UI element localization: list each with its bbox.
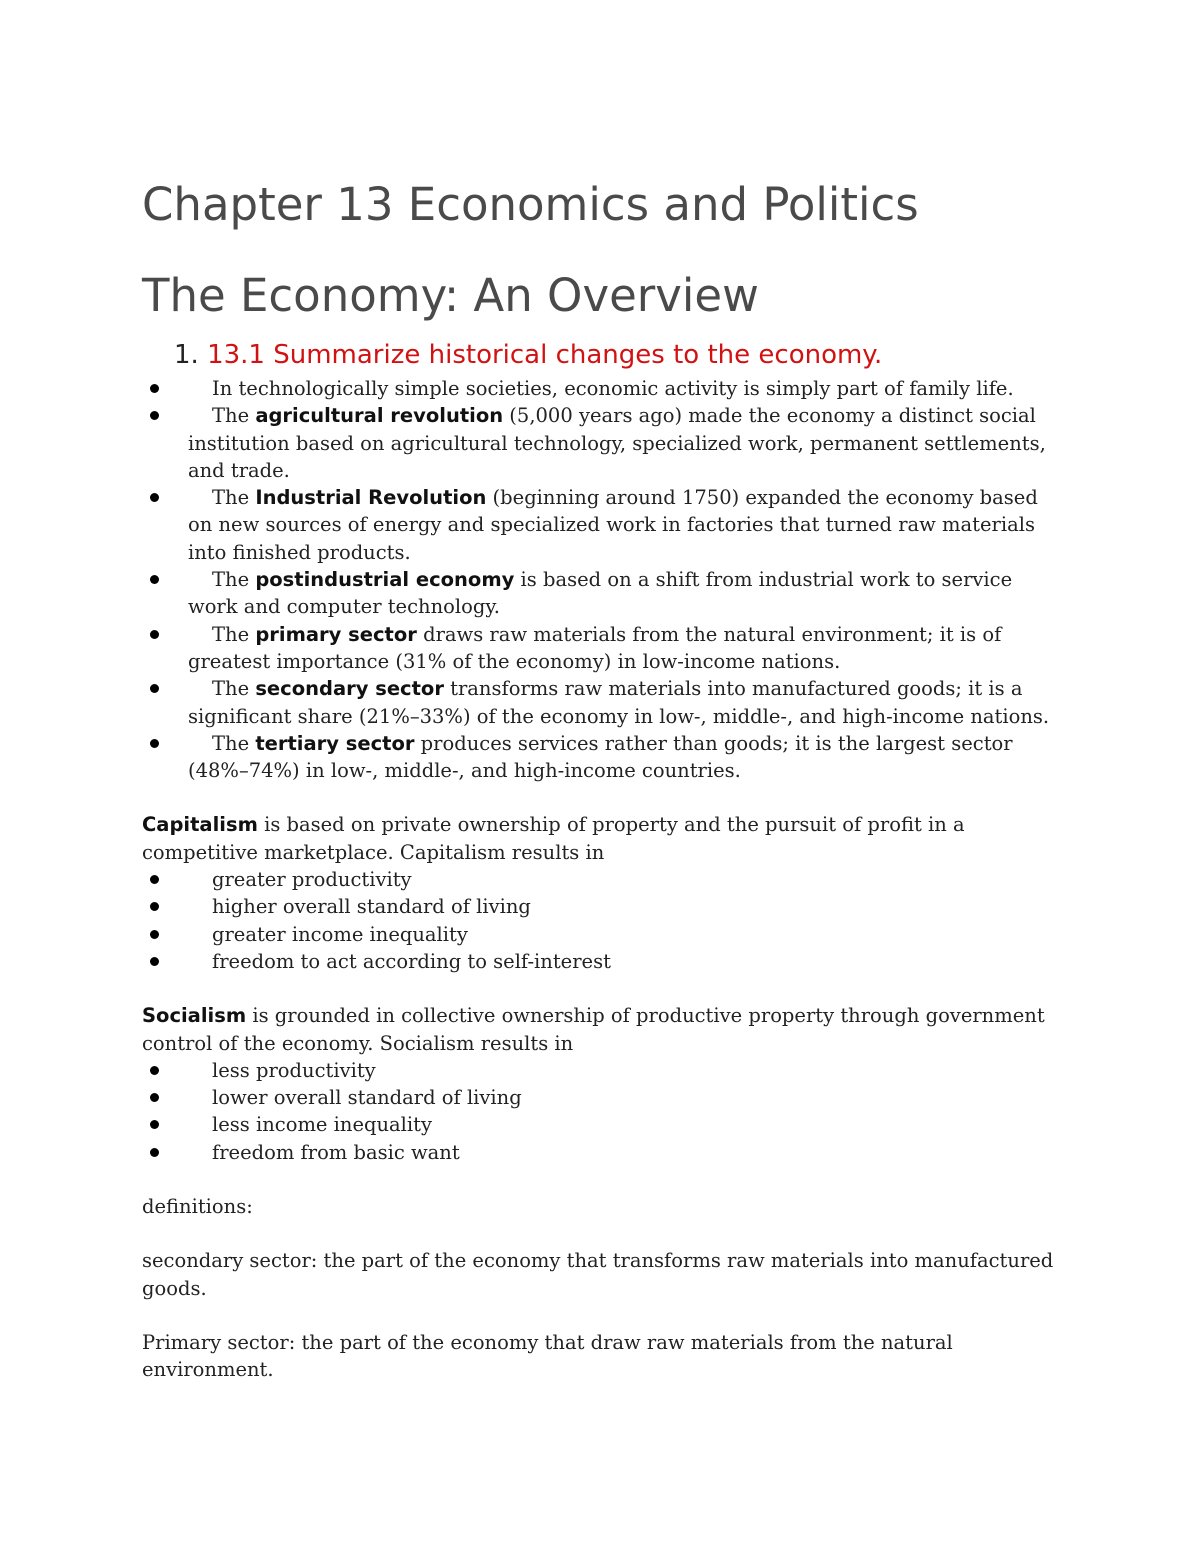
bullet-prefix: The	[212, 731, 256, 755]
bullet-icon	[150, 411, 159, 420]
bullet-prefix: The	[212, 404, 256, 428]
result-text: less productivity	[212, 1058, 376, 1082]
bullet-text: In technologically simple societies, economic activity is simply part of family life.	[212, 377, 1014, 400]
result-text: less income inequality	[212, 1113, 433, 1137]
chapter-title: Chapter 13 Economics and Politics	[142, 178, 919, 231]
bullet-text: produces services rather than goods; it is the largest sector (48%–74%) in low-, middle-, and high-income countries.	[188, 731, 1013, 783]
document-content	[142, 172, 1062, 1384]
bullet-icon	[150, 1148, 159, 1157]
term-tertiary-sector: tertiary sector	[255, 731, 415, 755]
list-item	[142, 866, 1062, 893]
list-item	[142, 1139, 1062, 1166]
term-primary-sector: primary sector	[255, 622, 417, 646]
term-postindustrial-economy: postindustrial economy	[255, 568, 515, 592]
term-secondary-sector: secondary sector	[255, 677, 444, 701]
definitions-label: definitions:	[142, 1195, 253, 1219]
result-text: greater income inequality	[212, 922, 468, 946]
list-item	[142, 566, 1062, 621]
capitalism-results-list	[142, 866, 1062, 975]
result-text: greater productivity	[212, 868, 412, 892]
term-socialism: Socialism	[142, 1004, 247, 1028]
list-item	[142, 893, 1062, 920]
learning-objective	[174, 335, 1062, 375]
bullet-text: is based on a shift from industrial work to service work and computer technology.	[188, 568, 1013, 619]
term-industrial-revolution: Industrial Revolution	[255, 486, 487, 510]
capitalism-paragraph	[142, 811, 1062, 866]
objective-number: 1.	[174, 340, 199, 370]
list-item	[142, 621, 1062, 676]
bullet-icon	[150, 684, 159, 693]
bullet-icon	[150, 384, 159, 393]
bullet-prefix: The	[212, 677, 256, 701]
result-text: higher overall standard of living	[212, 895, 531, 919]
bullet-icon	[150, 739, 159, 748]
bullet-icon	[150, 493, 159, 502]
term-agricultural-revolution: agricultural revolution	[255, 404, 504, 428]
capitalism-text: is based on private ownership of property and the pursuit of profit in a competitive marketplace. Capitalism results in	[142, 813, 965, 864]
bullet-icon	[150, 1093, 159, 1102]
term-capitalism: Capitalism	[142, 813, 258, 837]
bullet-text: transforms raw materials into manufactured goods; it is a significant share (21%–33%) of the economy in low-, middle-, and high-income nations.	[188, 677, 1050, 728]
list-item	[142, 730, 1062, 785]
list-item	[142, 1111, 1062, 1138]
objective-text: 13.1 Summarize historical changes to the economy.	[207, 340, 883, 370]
bullet-icon	[150, 630, 159, 639]
bullet-icon	[150, 575, 159, 584]
result-text: freedom to act according to self-interest	[212, 949, 611, 973]
list-item	[142, 375, 1062, 402]
bullet-icon	[150, 875, 159, 884]
socialism-paragraph	[142, 1002, 1062, 1057]
bullet-prefix: The	[212, 486, 256, 510]
bullet-prefix: The	[212, 568, 256, 592]
bullet-icon	[150, 957, 159, 966]
socialism-results-list	[142, 1057, 1062, 1166]
list-item	[142, 484, 1062, 566]
list-item	[142, 1057, 1062, 1084]
result-text: freedom from basic want	[212, 1140, 460, 1164]
socialism-text: is grounded in collective ownership of productive property through government control of the economy. Socialism results in	[142, 1004, 1045, 1055]
list-item	[142, 921, 1062, 948]
bullet-text: draws raw materials from the natural environment; it is of greatest importance (31% of the economy) in low-income nations.	[188, 622, 1002, 673]
bullet-icon	[150, 930, 159, 939]
list-item	[142, 1084, 1062, 1111]
result-text: lower overall standard of living	[212, 1086, 522, 1110]
overview-bullet-list	[142, 375, 1062, 784]
bullet-icon	[150, 1120, 159, 1129]
list-item	[142, 675, 1062, 730]
list-item	[142, 402, 1062, 484]
bullet-icon	[150, 1066, 159, 1075]
bullet-prefix: The	[212, 622, 256, 646]
bullet-text: (beginning around 1750) expanded the economy based on new sources of energy and specialized work in factories that turned raw materials into finished products.	[188, 486, 1038, 564]
definition-primary-sector: Primary sector: the part of the economy that draw raw materials from the natural environment.	[142, 1330, 953, 1382]
bullet-icon	[150, 902, 159, 911]
definition-secondary-sector: secondary sector: the part of the economy that transforms raw materials into manufactured goods.	[142, 1249, 1054, 1300]
section-heading: The Economy: An Overview	[142, 269, 759, 322]
bullet-text: (5,000 years ago) made the economy a distinct social institution based on agricultural technology, specialized work, permanent settlements, and trade.	[188, 404, 1046, 482]
list-item	[142, 948, 1062, 975]
